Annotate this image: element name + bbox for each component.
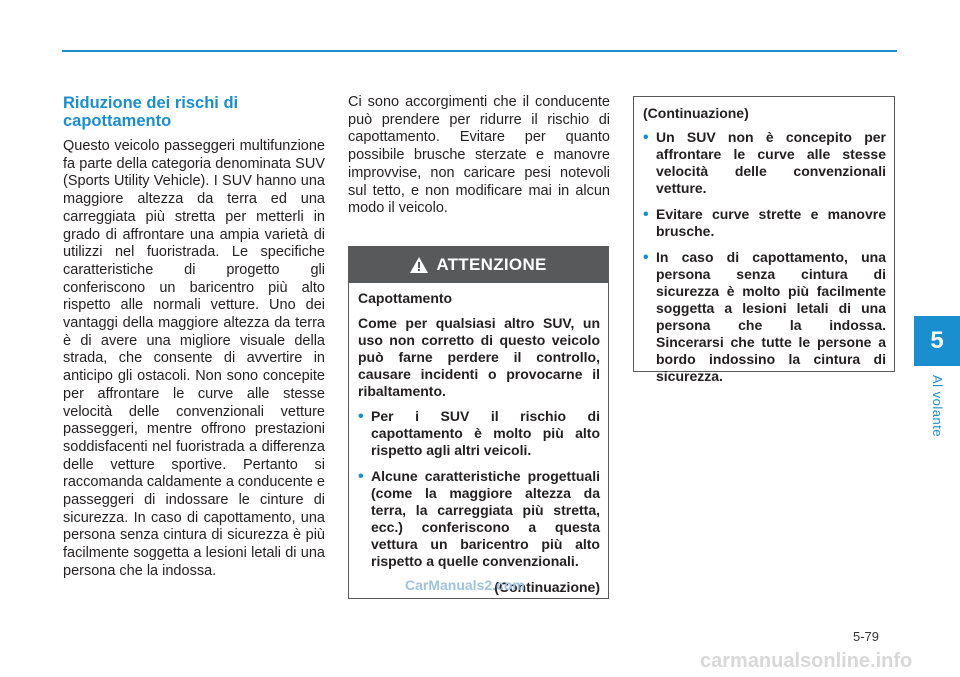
continuation-list <box>643 129 886 385</box>
warning-title: ATTENZIONE <box>436 255 547 274</box>
chapter-tab <box>914 316 960 366</box>
chapter-label: Al volante <box>930 375 945 438</box>
list-item: • Alcune caratteristiche progettuali (come la maggiore altezza da terra, la carreggiata più stretta, ecc.) conferiscono a questa vettura un baricentro più alto rispetto a quelle convenzionali. <box>358 468 600 570</box>
body-text-2: Ci sono accorgimenti che il conducente può prendere per ridurre il rischio di capottamento. Evitare per quanto possibile brusche sterzate e manovre improvvise, non caricare pesi notevoli sul tetto, e non modificare mai in alcun modo il veicolo. <box>348 94 610 217</box>
chapter-number: 5 <box>930 327 944 354</box>
warning-subtitle: Capottamento <box>358 290 453 306</box>
section-heading: Riduzione dei rischi di capottamento <box>63 94 239 130</box>
warning-continued: (Continuazione) <box>494 579 600 595</box>
column-1 <box>63 94 325 581</box>
top-rule <box>62 50 897 52</box>
list-item: • Un SUV non è concepito per affrontare le curve alle stesse velocità delle convenzionali vetture. <box>643 129 886 197</box>
list-item: • Evitare curve strette e manovre brusche. <box>643 206 886 240</box>
column-2 <box>348 94 610 218</box>
continuation-title: (Continuazione) <box>643 105 749 121</box>
body-text-1: Questo veicolo passeggeri multifunzione fa parte della categoria denominata SUV (Sports Utility Vehicle). I SUV hanno una maggiore altezza da terra ed una carreggiata più stretta per metterli in grado di affrontare una ampia varietà di utilizzi nel fuoristrada. Le specifiche caratteristiche di progetto gli conferiscono un baricentro più alto rispetto alle normali vetture. Uno dei vantaggi della maggiore altezza da terra è di avere una migliore visuale della strada, che consente di avvertire in anticipo gli ostacoli. Non sono concepite per affrontare le curve alle stesse velocità delle convenzionali vetture passeggeri, mentre offrono prestazioni soddisfacenti nel fuoristrada a differenza delle vetture sportive. Pertanto si raccomanda caldamente a conducente e passeggeri di indossare le cinture di sicurezza. In caso di capottamento, una persona senza cintura di sicurezza è più facilmente soggetta a lesioni letali di una persona che la indossa. <box>63 138 325 579</box>
warning-triangle-icon <box>410 257 428 273</box>
warning-intro: Come per qualsiasi altro SUV, un uso non corretto di questo veicolo può farne perdere il controllo, causare incidenti o provocarne il ribaltamento. <box>358 315 600 399</box>
list-item: • Per i SUV il rischio di capottamento è molto più alto rispetto agli altri veicoli. <box>358 408 600 459</box>
warning-header <box>349 247 608 283</box>
warning-box <box>348 246 609 599</box>
page-number: 5-79 <box>853 629 880 644</box>
footer-watermark: carmanualsonline.info <box>700 650 913 672</box>
continuation-box <box>633 96 895 384</box>
watermark: CarManuals2.com <box>405 577 525 593</box>
warning-list <box>358 408 600 570</box>
warning-body <box>349 283 608 596</box>
list-item: • In caso di capottamento, una persona senza cintura di sicurezza è molto più facilmente soggetta a lesioni letali di una persona che la indossa. Sincerarsi che tutte le persone a bordo indossino la cintura di sicurezza. <box>643 249 886 385</box>
